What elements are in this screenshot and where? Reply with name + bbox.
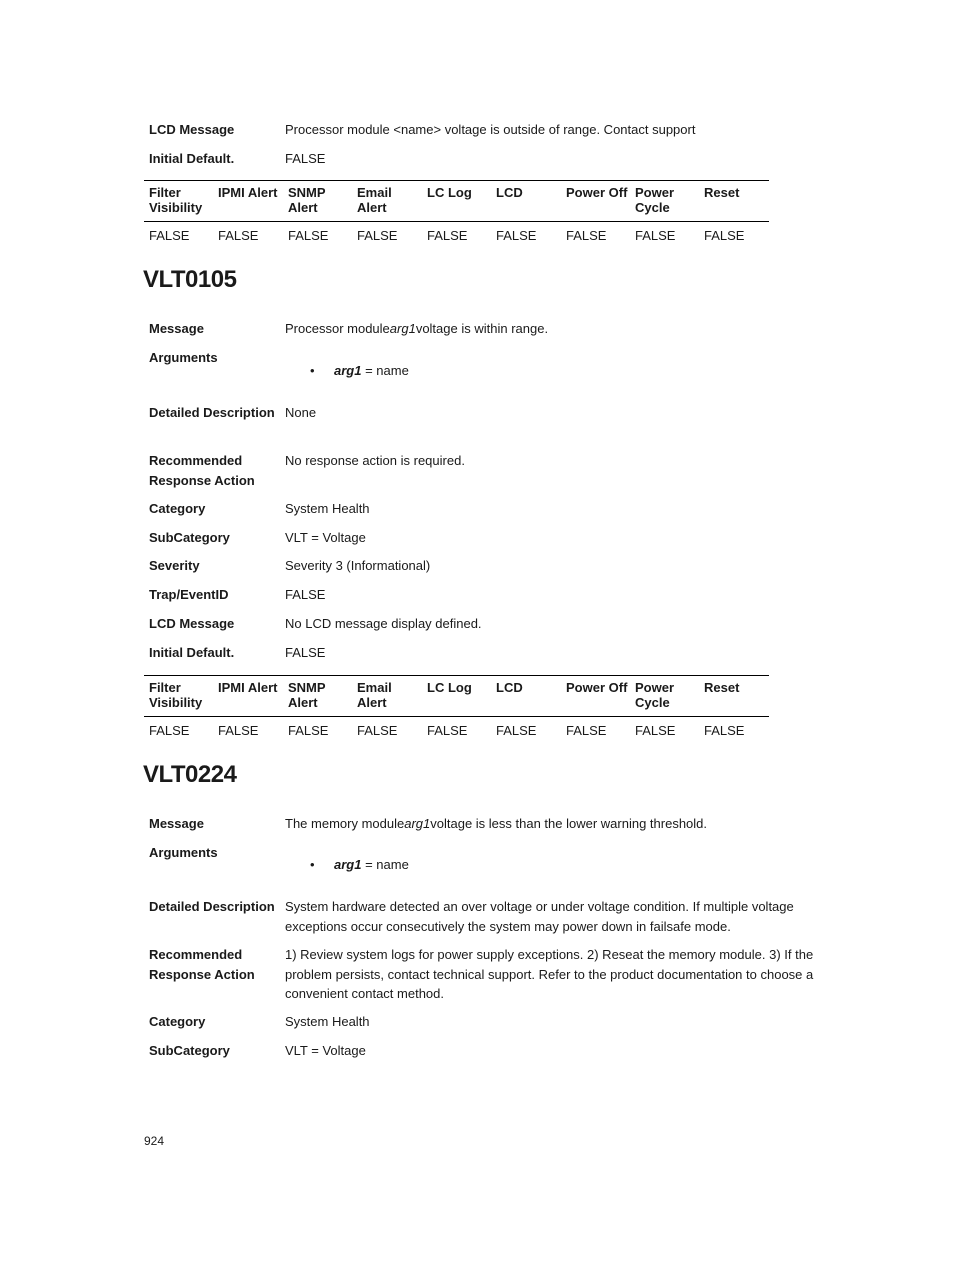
lcd-message-value: No LCD message display defined. xyxy=(285,616,482,631)
recommended-action-value: 1) Review system logs for power supply exceptions. 2) Reseat the memory module. 3) If the problem persists, contact technical support. Refer to the product documentation to choose a convenient contact method. xyxy=(285,947,814,1001)
table-cell: FALSE xyxy=(704,228,745,243)
subcategory-value: VLT = Voltage xyxy=(285,530,366,545)
initial-default-value: FALSE xyxy=(285,645,326,660)
argument-list-item xyxy=(310,361,409,380)
lcd-message-value: Processor module <name> voltage is outside of range. Contact support xyxy=(285,122,696,137)
filter-table-2 xyxy=(144,675,769,747)
argument-value: = name xyxy=(361,857,409,872)
message-label: Message xyxy=(149,816,204,831)
category-value: System Health xyxy=(285,501,370,516)
argument-name: arg1 xyxy=(334,857,362,872)
detailed-description-value: None xyxy=(285,405,317,420)
header-cell: LCD xyxy=(496,680,523,695)
message-label: Message xyxy=(149,321,204,336)
bullet-icon: • xyxy=(310,363,315,378)
header-cell: SNMP Alert xyxy=(288,680,326,710)
header-cell: SNMP Alert xyxy=(288,185,326,215)
table-cell: FALSE xyxy=(357,228,398,243)
category-label: Category xyxy=(149,501,206,516)
table-cell: FALSE xyxy=(288,723,329,738)
lcd-message-label: LCD Message xyxy=(149,616,235,631)
section-title-vlt0224: VLT0224 xyxy=(143,761,237,788)
header-cell: Power Cycle xyxy=(635,185,675,215)
table-cell: FALSE xyxy=(635,723,676,738)
argument-value: = name xyxy=(361,363,409,378)
detailed-description-label: Detailed Description xyxy=(149,405,275,420)
table-cell: FALSE xyxy=(635,228,676,243)
recommended-action-label: Recommended Response Action xyxy=(149,947,255,982)
table-cell: FALSE xyxy=(496,723,537,738)
subcategory-value: VLT = Voltage xyxy=(285,1043,366,1058)
header-cell: LC Log xyxy=(427,680,472,695)
header-cell: LC Log xyxy=(427,185,472,200)
table-cell: FALSE xyxy=(149,723,190,738)
recommended-action-value: No response action is required. xyxy=(285,453,465,468)
section-title-vlt0105: VLT0105 xyxy=(143,266,237,293)
header-cell: Power Off xyxy=(566,185,628,200)
table-cell: FALSE xyxy=(704,723,745,738)
header-cell: Email Alert xyxy=(357,185,392,215)
table-cell: FALSE xyxy=(218,228,259,243)
message-value: The memory modulearg1voltage is less than the lower warning threshold. xyxy=(285,816,708,831)
recommended-action-label: Recommended Response Action xyxy=(149,453,255,488)
subcategory-label: SubCategory xyxy=(149,530,230,545)
table-cell: FALSE xyxy=(566,228,607,243)
filter-table-1 xyxy=(144,180,769,252)
header-cell: LCD xyxy=(496,185,523,200)
bullet-icon: • xyxy=(310,857,315,872)
category-label: Category xyxy=(149,1014,206,1029)
detailed-description-label: Detailed Description xyxy=(149,899,275,914)
header-cell: Reset xyxy=(704,185,740,200)
page-number: 924 xyxy=(144,1134,165,1148)
table-cell: FALSE xyxy=(357,723,398,738)
arguments-label: Arguments xyxy=(149,845,218,860)
header-cell: Reset xyxy=(704,680,740,695)
table-cell: FALSE xyxy=(218,723,259,738)
category-value: System Health xyxy=(285,1014,370,1029)
trap-value: FALSE xyxy=(285,587,326,602)
subcategory-label: SubCategory xyxy=(149,1043,230,1058)
header-cell: IPMI Alert xyxy=(218,680,278,695)
severity-value: Severity 3 (Informational) xyxy=(285,558,431,573)
table-cell: FALSE xyxy=(427,228,468,243)
filter-table-header xyxy=(144,180,769,222)
table-cell: FALSE xyxy=(288,228,329,243)
argument-name: arg1 xyxy=(334,363,362,378)
table-cell: FALSE xyxy=(566,723,607,738)
initial-default-value: FALSE xyxy=(285,151,326,166)
severity-label: Severity xyxy=(149,558,200,573)
initial-default-label: Initial Default. xyxy=(149,151,235,166)
trap-label: Trap/EventID xyxy=(149,587,229,602)
filter-table-row xyxy=(144,717,769,747)
header-cell: Power Cycle xyxy=(635,680,675,710)
arguments-label: Arguments xyxy=(149,350,218,365)
header-cell: Power Off xyxy=(566,680,628,695)
detailed-description-value: System hardware detected an over voltage or under voltage condition. If multiple voltage exceptions occur consecutively the system may power down in failsafe mode. xyxy=(285,899,794,934)
header-cell: Filter Visibility xyxy=(149,185,203,215)
initial-default-label: Initial Default. xyxy=(149,645,235,660)
header-cell: IPMI Alert xyxy=(218,185,278,200)
header-cell: Email Alert xyxy=(357,680,392,710)
lcd-message-label: LCD Message xyxy=(149,122,235,137)
table-cell: FALSE xyxy=(427,723,468,738)
argument-list-item xyxy=(310,855,409,874)
filter-table-row xyxy=(144,222,769,252)
message-value: Processor modulearg1voltage is within range. xyxy=(285,321,549,336)
filter-table-header xyxy=(144,675,769,717)
table-cell: FALSE xyxy=(149,228,190,243)
table-cell: FALSE xyxy=(496,228,537,243)
header-cell: Filter Visibility xyxy=(149,680,203,710)
